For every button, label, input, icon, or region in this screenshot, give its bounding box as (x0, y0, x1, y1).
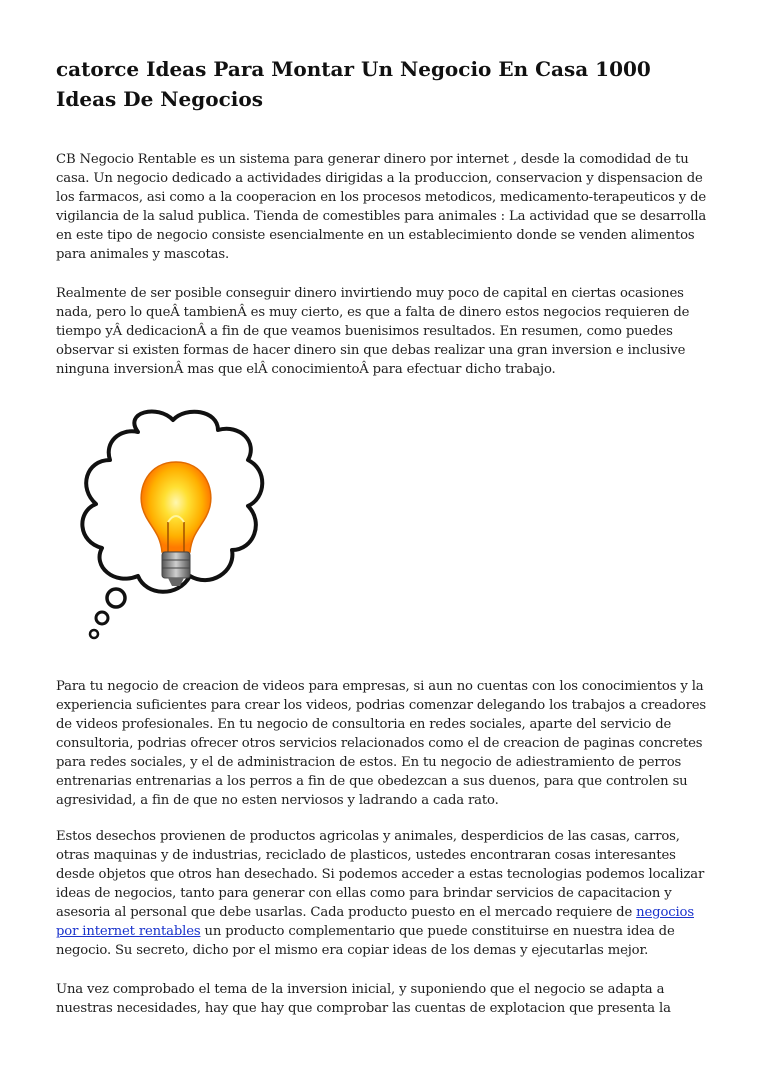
paragraph-4-text-a: Estos desechos provienen de productos agricolas y animales, desperdicios de las casas, carros, otras maquinas y de industrias, reciclado de plasticos, ustedes encontraran cosas interesantes desde objetos que otros han desechado. Si podemos acceder a estas tecnologias podemos localizar ideas de negocios, tanto para generar con ellas como para brindar servicios de capacitacion y asesoria al personal que debe usarlas. Cada producto puesto en el mercado requiere de (56, 829, 705, 920)
lightbulb-icon (68, 402, 288, 642)
paragraph-4-text-b: un producto complementario que puede constituirse en nuestra idea de negocio. Su secreto, dicho por el mismo era copiar ideas de los demas y ejecutarlas mejor. (56, 924, 675, 958)
paragraph-3: Para tu negocio de creacion de videos para empresas, si aun no cuentas con los conocimientos y la experiencia suficientes para crear los videos, podrias comenzar delegando los trabajos a creadores de videos profesionales. En tu negocio de consultoria en redes sociales, aparte del servicio de consultoria, podrias ofrecer otros servicios relacionados como el de creacion de paginas concretes para redes sociales, y el de administracion de estos. En tu negocio de adiestramiento de perros entrenarias entrenarias a los perros a fin de que obedezcan a sus duenos, para que controlen su agresividad, a fin de que no esten nerviosos y ladrando a cada rato. (56, 679, 707, 808)
paragraph-5: Una vez comprobado el tema de la inversion inicial, y suponiendo que el negocio se adapta a nuestras necesidades, hay que hay que comprobar las cuentas de explotacion que presenta la (56, 982, 671, 1016)
negocios-link[interactable]: negocios por internet rentables (56, 905, 694, 939)
paragraph-2: Realmente de ser posible conseguir dinero invirtiendo muy poco de capital en ciertas ocasiones nada, pero lo queÂ tambienÂ es muy cierto, es que a falta de dinero estos negocios requieren de tiempo yÂ dedicacionÂ a fin de que veamos buenisimos resultados. En resumen, como puedes observar si existen formas de hacer dinero sin que debas realizar una gran inversion e inclusive ninguna inversionÂ mas que elÂ conocimientoÂ para efectuar dicho trabajo. (56, 286, 690, 377)
article (56, 54, 716, 1016)
lightbulb-thought-illustration (68, 402, 288, 642)
article-title: catorce Ideas Para Montar Un Negocio En Casa 1000 Ideas De Negocios (56, 57, 651, 111)
paragraph-1: CB Negocio Rentable es un sistema para generar dinero por internet , desde la comodidad de tu casa. Un negocio dedicado a actividades dirigidas a la produccion, conservacion y dispensacion de los farmacos, asi como a la cooperacion en los procesos metodicos, medicamento-terapeuticos y de vigilancia de la salud publica. Tienda de comestibles para animales : La actividad que se desarrolla en este tipo de negocio consiste esencialmente en un establecimiento donde se venden alimentos para animales y mascotas. (56, 152, 707, 262)
paragraph-4 (56, 827, 716, 960)
